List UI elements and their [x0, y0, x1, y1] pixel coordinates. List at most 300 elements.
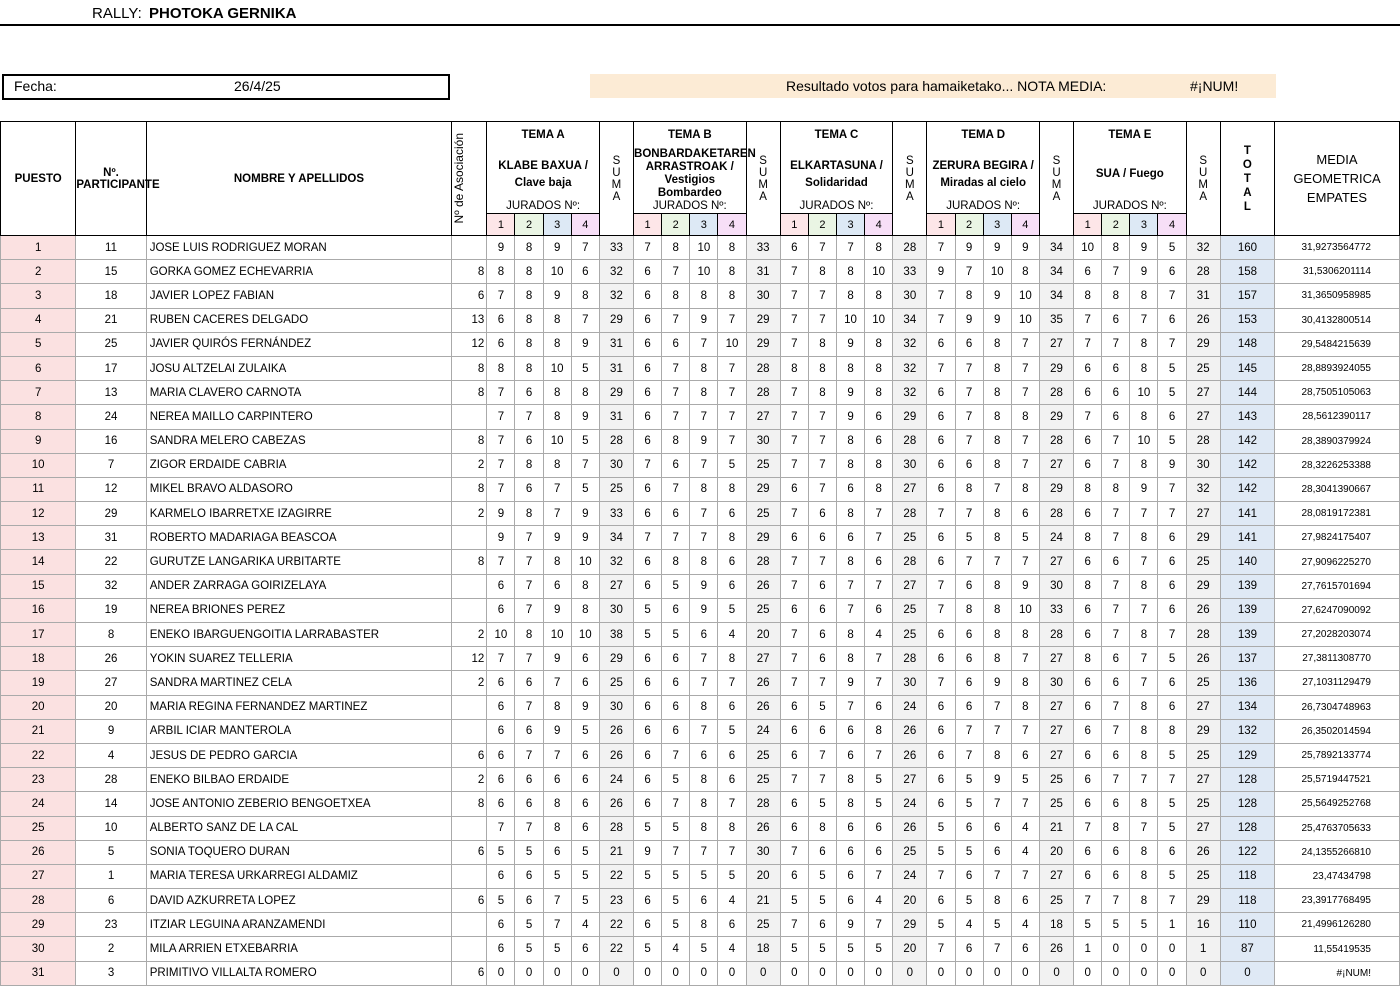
- score-cell[interactable]: 6: [487, 768, 515, 792]
- score-cell[interactable]: 6: [634, 695, 662, 719]
- score-cell[interactable]: 6: [927, 405, 955, 429]
- score-cell[interactable]: 9: [543, 236, 571, 260]
- score-cell[interactable]: 8: [955, 284, 983, 308]
- score-cell[interactable]: 5: [955, 840, 983, 864]
- score-cell[interactable]: 0: [1130, 961, 1158, 985]
- score-cell[interactable]: 8: [983, 526, 1011, 550]
- score-cell[interactable]: 6: [662, 502, 690, 526]
- score-cell[interactable]: 6: [634, 719, 662, 743]
- score-cell[interactable]: 6: [1074, 792, 1102, 816]
- score-cell[interactable]: 5: [690, 937, 718, 961]
- score-cell[interactable]: 6: [808, 574, 836, 598]
- score-cell[interactable]: 6: [955, 623, 983, 647]
- score-cell[interactable]: 6: [1102, 647, 1130, 671]
- score-cell[interactable]: 0: [515, 961, 543, 985]
- score-cell[interactable]: 6: [955, 695, 983, 719]
- score-cell[interactable]: 5: [487, 840, 515, 864]
- suma-cell[interactable]: 28: [1039, 381, 1073, 405]
- suma-cell[interactable]: 29: [1039, 356, 1073, 380]
- score-cell[interactable]: 8: [718, 284, 746, 308]
- score-cell[interactable]: 4: [571, 913, 599, 937]
- score-cell[interactable]: 5: [808, 889, 836, 913]
- score-cell[interactable]: 7: [780, 913, 808, 937]
- score-cell[interactable]: 7: [780, 332, 808, 356]
- score-cell[interactable]: 6: [543, 574, 571, 598]
- suma-cell[interactable]: 28: [599, 429, 633, 453]
- suma-cell[interactable]: 29: [746, 308, 780, 332]
- score-cell[interactable]: 0: [808, 961, 836, 985]
- score-cell[interactable]: 6: [836, 719, 864, 743]
- score-cell[interactable]: 9: [1011, 574, 1039, 598]
- score-cell[interactable]: 8: [836, 623, 864, 647]
- score-cell[interactable]: 7: [836, 574, 864, 598]
- score-cell[interactable]: 5: [662, 768, 690, 792]
- score-cell[interactable]: 8: [955, 598, 983, 622]
- score-cell[interactable]: 6: [690, 743, 718, 767]
- suma-cell[interactable]: 30: [893, 453, 927, 477]
- suma-cell[interactable]: 27: [1039, 743, 1073, 767]
- score-cell[interactable]: 6: [1158, 671, 1186, 695]
- score-cell[interactable]: 7: [1074, 405, 1102, 429]
- score-cell[interactable]: 7: [1130, 647, 1158, 671]
- score-cell[interactable]: 8: [836, 502, 864, 526]
- score-cell[interactable]: 4: [718, 623, 746, 647]
- score-cell[interactable]: 6: [515, 477, 543, 501]
- score-cell[interactable]: 5: [808, 864, 836, 888]
- score-cell[interactable]: 7: [955, 405, 983, 429]
- score-cell[interactable]: 8: [718, 816, 746, 840]
- score-cell[interactable]: 6: [1074, 695, 1102, 719]
- score-cell[interactable]: 9: [836, 405, 864, 429]
- score-cell[interactable]: 7: [808, 477, 836, 501]
- score-cell[interactable]: 7: [1011, 719, 1039, 743]
- score-cell[interactable]: 5: [927, 840, 955, 864]
- suma-cell[interactable]: 25: [746, 913, 780, 937]
- suma-cell[interactable]: 26: [1186, 840, 1220, 864]
- score-cell[interactable]: 6: [1158, 840, 1186, 864]
- score-cell[interactable]: 6: [865, 429, 893, 453]
- suma-cell[interactable]: 26: [599, 719, 633, 743]
- score-cell[interactable]: 6: [487, 937, 515, 961]
- score-cell[interactable]: 8: [983, 381, 1011, 405]
- score-cell[interactable]: 7: [1102, 623, 1130, 647]
- suma-cell[interactable]: 25: [746, 743, 780, 767]
- score-cell[interactable]: 8: [1011, 260, 1039, 284]
- score-cell[interactable]: 5: [1158, 356, 1186, 380]
- score-cell[interactable]: 0: [1130, 937, 1158, 961]
- score-cell[interactable]: 7: [983, 477, 1011, 501]
- suma-cell[interactable]: 30: [893, 284, 927, 308]
- score-cell[interactable]: 8: [1074, 647, 1102, 671]
- score-cell[interactable]: 6: [487, 864, 515, 888]
- score-cell[interactable]: 7: [718, 356, 746, 380]
- score-cell[interactable]: 9: [487, 526, 515, 550]
- score-cell[interactable]: 9: [983, 768, 1011, 792]
- score-cell[interactable]: 10: [865, 308, 893, 332]
- score-cell[interactable]: 8: [515, 502, 543, 526]
- score-cell[interactable]: 7: [487, 381, 515, 405]
- score-cell[interactable]: 6: [1102, 356, 1130, 380]
- score-cell[interactable]: 8: [662, 284, 690, 308]
- suma-cell[interactable]: 27: [599, 574, 633, 598]
- score-cell[interactable]: 6: [634, 792, 662, 816]
- score-cell[interactable]: 6: [487, 574, 515, 598]
- score-cell[interactable]: 8: [865, 477, 893, 501]
- suma-cell[interactable]: 38: [599, 623, 633, 647]
- score-cell[interactable]: 8: [515, 236, 543, 260]
- suma-cell[interactable]: 24: [1039, 526, 1073, 550]
- score-cell[interactable]: 6: [1102, 550, 1130, 574]
- suma-cell[interactable]: 25: [746, 453, 780, 477]
- score-cell[interactable]: 8: [836, 550, 864, 574]
- score-cell[interactable]: 7: [955, 550, 983, 574]
- score-cell[interactable]: 9: [487, 236, 515, 260]
- suma-cell[interactable]: 29: [1186, 889, 1220, 913]
- score-cell[interactable]: 7: [634, 526, 662, 550]
- score-cell[interactable]: 8: [1102, 236, 1130, 260]
- score-cell[interactable]: 6: [1158, 526, 1186, 550]
- suma-cell[interactable]: 28: [746, 356, 780, 380]
- suma-cell[interactable]: 29: [746, 332, 780, 356]
- score-cell[interactable]: 7: [690, 453, 718, 477]
- score-cell[interactable]: 6: [927, 429, 955, 453]
- score-cell[interactable]: 6: [927, 647, 955, 671]
- score-cell[interactable]: 7: [983, 550, 1011, 574]
- score-cell[interactable]: 10: [690, 236, 718, 260]
- score-cell[interactable]: 7: [487, 477, 515, 501]
- score-cell[interactable]: 7: [543, 913, 571, 937]
- score-cell[interactable]: 8: [718, 260, 746, 284]
- suma-cell[interactable]: 27: [1039, 647, 1073, 671]
- score-cell[interactable]: 6: [808, 623, 836, 647]
- suma-cell[interactable]: 30: [1039, 671, 1073, 695]
- score-cell[interactable]: 7: [690, 405, 718, 429]
- score-cell[interactable]: 10: [690, 260, 718, 284]
- score-cell[interactable]: 0: [718, 961, 746, 985]
- score-cell[interactable]: 7: [718, 792, 746, 816]
- score-cell[interactable]: 7: [780, 574, 808, 598]
- score-cell[interactable]: 6: [927, 381, 955, 405]
- score-cell[interactable]: 5: [571, 477, 599, 501]
- score-cell[interactable]: 5: [780, 937, 808, 961]
- score-cell[interactable]: 0: [836, 961, 864, 985]
- score-cell[interactable]: 5: [955, 768, 983, 792]
- score-cell[interactable]: 7: [1011, 792, 1039, 816]
- score-cell[interactable]: 4: [1011, 840, 1039, 864]
- score-cell[interactable]: 6: [1074, 550, 1102, 574]
- score-cell[interactable]: 8: [690, 913, 718, 937]
- score-cell[interactable]: 8: [983, 405, 1011, 429]
- score-cell[interactable]: 7: [808, 550, 836, 574]
- suma-cell[interactable]: 25: [746, 598, 780, 622]
- score-cell[interactable]: 6: [836, 743, 864, 767]
- score-cell[interactable]: 6: [487, 308, 515, 332]
- score-cell[interactable]: 8: [690, 792, 718, 816]
- score-cell[interactable]: 8: [1130, 332, 1158, 356]
- score-cell[interactable]: 5: [983, 913, 1011, 937]
- score-cell[interactable]: 6: [780, 719, 808, 743]
- score-cell[interactable]: 8: [1102, 816, 1130, 840]
- score-cell[interactable]: 8: [571, 381, 599, 405]
- score-cell[interactable]: 7: [780, 284, 808, 308]
- suma-cell[interactable]: 27: [746, 647, 780, 671]
- score-cell[interactable]: 8: [1130, 356, 1158, 380]
- score-cell[interactable]: 0: [955, 961, 983, 985]
- score-cell[interactable]: 0: [487, 961, 515, 985]
- score-cell[interactable]: 5: [808, 695, 836, 719]
- score-cell[interactable]: 7: [780, 768, 808, 792]
- score-cell[interactable]: 6: [1074, 502, 1102, 526]
- score-cell[interactable]: 7: [955, 429, 983, 453]
- score-cell[interactable]: 8: [865, 356, 893, 380]
- score-cell[interactable]: 8: [836, 453, 864, 477]
- suma-cell[interactable]: 27: [1186, 695, 1220, 719]
- score-cell[interactable]: 8: [543, 381, 571, 405]
- suma-cell[interactable]: 27: [1186, 405, 1220, 429]
- score-cell[interactable]: 6: [718, 574, 746, 598]
- suma-cell[interactable]: 1: [1186, 937, 1220, 961]
- suma-cell[interactable]: 24: [599, 768, 633, 792]
- score-cell[interactable]: 8: [983, 429, 1011, 453]
- suma-cell[interactable]: 31: [1186, 284, 1220, 308]
- score-cell[interactable]: 7: [780, 453, 808, 477]
- score-cell[interactable]: 6: [1158, 695, 1186, 719]
- score-cell[interactable]: 5: [1158, 816, 1186, 840]
- suma-cell[interactable]: 25: [1186, 356, 1220, 380]
- suma-cell[interactable]: 33: [893, 260, 927, 284]
- score-cell[interactable]: 8: [690, 356, 718, 380]
- score-cell[interactable]: 4: [955, 913, 983, 937]
- score-cell[interactable]: 7: [836, 598, 864, 622]
- score-cell[interactable]: 8: [983, 743, 1011, 767]
- score-cell[interactable]: 8: [515, 356, 543, 380]
- score-cell[interactable]: 6: [634, 889, 662, 913]
- score-cell[interactable]: 6: [927, 550, 955, 574]
- score-cell[interactable]: 10: [543, 356, 571, 380]
- suma-cell[interactable]: 32: [1186, 477, 1220, 501]
- score-cell[interactable]: 6: [955, 332, 983, 356]
- score-cell[interactable]: 9: [571, 332, 599, 356]
- score-cell[interactable]: 7: [836, 695, 864, 719]
- suma-cell[interactable]: 29: [1039, 477, 1073, 501]
- score-cell[interactable]: 6: [571, 937, 599, 961]
- suma-cell[interactable]: 28: [599, 816, 633, 840]
- score-cell[interactable]: 5: [571, 864, 599, 888]
- score-cell[interactable]: 8: [1074, 284, 1102, 308]
- score-cell[interactable]: 0: [1102, 961, 1130, 985]
- suma-cell[interactable]: 34: [1039, 236, 1073, 260]
- score-cell[interactable]: 7: [662, 477, 690, 501]
- score-cell[interactable]: 7: [927, 598, 955, 622]
- score-cell[interactable]: 7: [1130, 671, 1158, 695]
- score-cell[interactable]: 8: [983, 623, 1011, 647]
- score-cell[interactable]: 7: [690, 332, 718, 356]
- score-cell[interactable]: 7: [1158, 284, 1186, 308]
- score-cell[interactable]: 8: [983, 332, 1011, 356]
- score-cell[interactable]: 7: [487, 647, 515, 671]
- score-cell[interactable]: 8: [1130, 405, 1158, 429]
- score-cell[interactable]: 9: [571, 502, 599, 526]
- score-cell[interactable]: 9: [955, 236, 983, 260]
- suma-cell[interactable]: 24: [746, 719, 780, 743]
- score-cell[interactable]: 8: [836, 284, 864, 308]
- suma-cell[interactable]: 29: [893, 913, 927, 937]
- score-cell[interactable]: 7: [543, 502, 571, 526]
- score-cell[interactable]: 7: [780, 308, 808, 332]
- suma-cell[interactable]: 24: [893, 864, 927, 888]
- suma-cell[interactable]: 29: [1186, 719, 1220, 743]
- score-cell[interactable]: 10: [718, 332, 746, 356]
- score-cell[interactable]: 6: [1158, 260, 1186, 284]
- score-cell[interactable]: 6: [1011, 502, 1039, 526]
- score-cell[interactable]: 7: [718, 405, 746, 429]
- suma-cell[interactable]: 27: [1186, 816, 1220, 840]
- score-cell[interactable]: 5: [634, 598, 662, 622]
- suma-cell[interactable]: 34: [599, 526, 633, 550]
- suma-cell[interactable]: 31: [746, 260, 780, 284]
- score-cell[interactable]: 6: [780, 477, 808, 501]
- score-cell[interactable]: 5: [571, 429, 599, 453]
- score-cell[interactable]: 6: [983, 816, 1011, 840]
- suma-cell[interactable]: 26: [1186, 647, 1220, 671]
- score-cell[interactable]: 7: [1102, 768, 1130, 792]
- score-cell[interactable]: 8: [955, 477, 983, 501]
- score-cell[interactable]: 6: [515, 768, 543, 792]
- score-cell[interactable]: 6: [571, 743, 599, 767]
- score-cell[interactable]: 8: [865, 236, 893, 260]
- score-cell[interactable]: 9: [487, 502, 515, 526]
- suma-cell[interactable]: 27: [893, 477, 927, 501]
- score-cell[interactable]: 6: [1158, 574, 1186, 598]
- score-cell[interactable]: 7: [1102, 719, 1130, 743]
- score-cell[interactable]: 6: [780, 743, 808, 767]
- suma-cell[interactable]: 16: [1186, 913, 1220, 937]
- score-cell[interactable]: 5: [662, 864, 690, 888]
- score-cell[interactable]: 6: [836, 477, 864, 501]
- score-cell[interactable]: 7: [780, 429, 808, 453]
- score-cell[interactable]: 9: [690, 308, 718, 332]
- score-cell[interactable]: 7: [927, 356, 955, 380]
- score-cell[interactable]: 6: [808, 840, 836, 864]
- score-cell[interactable]: 7: [983, 792, 1011, 816]
- score-cell[interactable]: 7: [718, 429, 746, 453]
- score-cell[interactable]: 7: [1130, 816, 1158, 840]
- score-cell[interactable]: 6: [808, 913, 836, 937]
- score-cell[interactable]: 8: [543, 550, 571, 574]
- suma-cell[interactable]: 26: [1039, 937, 1073, 961]
- score-cell[interactable]: 7: [662, 356, 690, 380]
- score-cell[interactable]: 6: [927, 792, 955, 816]
- score-cell[interactable]: 8: [690, 768, 718, 792]
- suma-cell[interactable]: 29: [1186, 574, 1220, 598]
- suma-cell[interactable]: 24: [893, 792, 927, 816]
- score-cell[interactable]: 6: [1074, 429, 1102, 453]
- score-cell[interactable]: 6: [1074, 864, 1102, 888]
- score-cell[interactable]: 7: [634, 236, 662, 260]
- suma-cell[interactable]: 18: [1039, 913, 1073, 937]
- score-cell[interactable]: 7: [515, 598, 543, 622]
- score-cell[interactable]: 7: [662, 792, 690, 816]
- suma-cell[interactable]: 0: [1039, 961, 1073, 985]
- score-cell[interactable]: 6: [780, 598, 808, 622]
- score-cell[interactable]: 6: [836, 526, 864, 550]
- score-cell[interactable]: 7: [1102, 889, 1130, 913]
- score-cell[interactable]: 7: [1011, 356, 1039, 380]
- score-cell[interactable]: 6: [927, 477, 955, 501]
- score-cell[interactable]: 4: [865, 889, 893, 913]
- score-cell[interactable]: 6: [718, 550, 746, 574]
- score-cell[interactable]: 5: [515, 840, 543, 864]
- suma-cell[interactable]: 30: [746, 284, 780, 308]
- score-cell[interactable]: 6: [1074, 453, 1102, 477]
- score-cell[interactable]: 6: [1158, 405, 1186, 429]
- score-cell[interactable]: 8: [836, 356, 864, 380]
- score-cell[interactable]: 7: [690, 840, 718, 864]
- score-cell[interactable]: 5: [1102, 913, 1130, 937]
- score-cell[interactable]: 8: [808, 260, 836, 284]
- score-cell[interactable]: 8: [662, 429, 690, 453]
- score-cell[interactable]: 6: [1074, 598, 1102, 622]
- suma-cell[interactable]: 33: [1039, 598, 1073, 622]
- score-cell[interactable]: 6: [1102, 792, 1130, 816]
- score-cell[interactable]: 5: [718, 453, 746, 477]
- score-cell[interactable]: 9: [690, 429, 718, 453]
- score-cell[interactable]: 6: [543, 840, 571, 864]
- score-cell[interactable]: 5: [571, 719, 599, 743]
- score-cell[interactable]: 0: [927, 961, 955, 985]
- score-cell[interactable]: 9: [983, 308, 1011, 332]
- score-cell[interactable]: 7: [1158, 332, 1186, 356]
- suma-cell[interactable]: 33: [599, 236, 633, 260]
- score-cell[interactable]: 9: [836, 671, 864, 695]
- score-cell[interactable]: 7: [927, 502, 955, 526]
- score-cell[interactable]: 8: [1011, 477, 1039, 501]
- score-cell[interactable]: 10: [983, 260, 1011, 284]
- score-cell[interactable]: 5: [1130, 913, 1158, 937]
- score-cell[interactable]: 8: [1130, 526, 1158, 550]
- score-cell[interactable]: 7: [983, 937, 1011, 961]
- suma-cell[interactable]: 25: [1186, 550, 1220, 574]
- score-cell[interactable]: 7: [1074, 308, 1102, 332]
- score-cell[interactable]: 6: [927, 768, 955, 792]
- score-cell[interactable]: 8: [662, 550, 690, 574]
- score-cell[interactable]: 6: [515, 792, 543, 816]
- suma-cell[interactable]: 26: [1186, 308, 1220, 332]
- score-cell[interactable]: 10: [1011, 308, 1039, 332]
- score-cell[interactable]: 7: [571, 236, 599, 260]
- score-cell[interactable]: 6: [634, 647, 662, 671]
- score-cell[interactable]: 7: [780, 381, 808, 405]
- score-cell[interactable]: 8: [718, 526, 746, 550]
- suma-cell[interactable]: 26: [599, 743, 633, 767]
- score-cell[interactable]: 6: [1102, 381, 1130, 405]
- score-cell[interactable]: 9: [1011, 236, 1039, 260]
- score-cell[interactable]: 6: [662, 647, 690, 671]
- suma-cell[interactable]: 0: [1186, 961, 1220, 985]
- score-cell[interactable]: 0: [1074, 961, 1102, 985]
- score-cell[interactable]: 7: [1102, 429, 1130, 453]
- score-cell[interactable]: 6: [1158, 598, 1186, 622]
- score-cell[interactable]: 4: [718, 937, 746, 961]
- score-cell[interactable]: 9: [1130, 236, 1158, 260]
- suma-cell[interactable]: 25: [1039, 768, 1073, 792]
- score-cell[interactable]: 5: [1158, 381, 1186, 405]
- score-cell[interactable]: 7: [808, 429, 836, 453]
- score-cell[interactable]: 6: [571, 671, 599, 695]
- score-cell[interactable]: 9: [836, 913, 864, 937]
- score-cell[interactable]: 6: [780, 236, 808, 260]
- score-cell[interactable]: 7: [780, 647, 808, 671]
